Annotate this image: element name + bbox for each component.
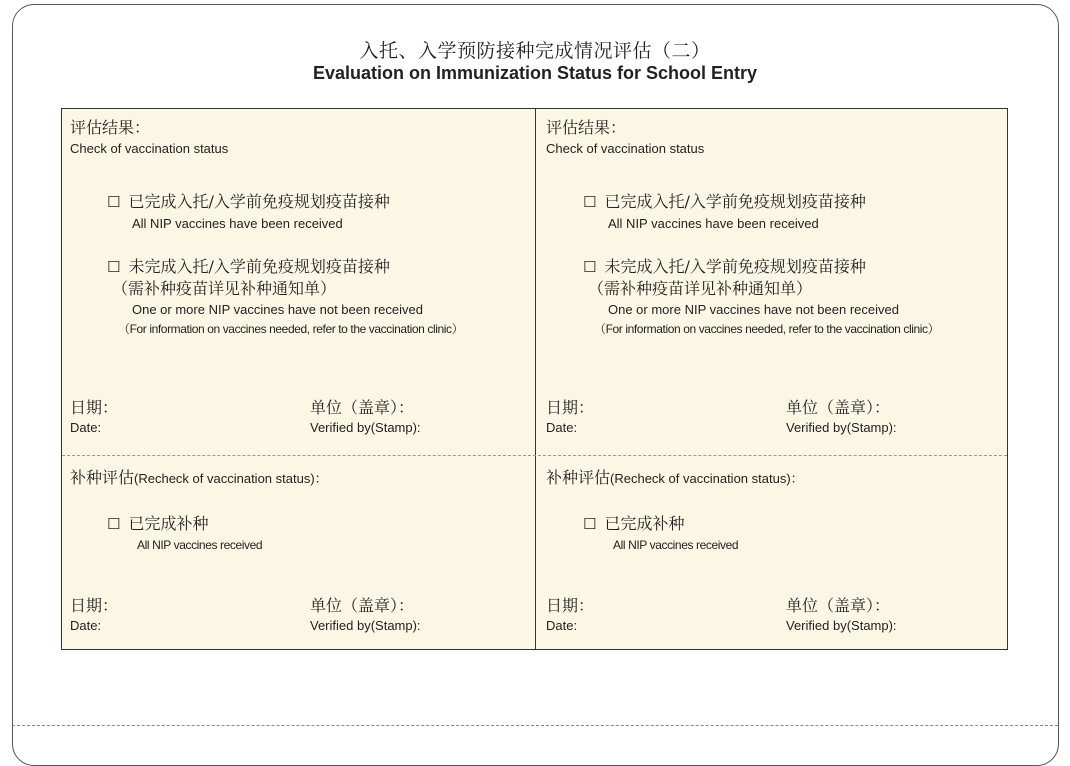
recheck-heading: 补种评估(Recheck of vaccination status)： [70, 468, 328, 487]
stamp2-label-en: Verified by(Stamp): [310, 618, 421, 633]
cut-line [12, 725, 1058, 726]
stamp-label-en: Verified by(Stamp): [786, 420, 897, 435]
option-recheck-completed-en: All NIP vaccines received [137, 538, 263, 552]
option-incomplete-note-en: （For information on vaccines needed, refer to the vaccination clinic） [594, 322, 940, 336]
stamp-label-cn: 单位（盖章）： [786, 398, 891, 417]
option-incomplete[interactable]: ☐ 未完成入托/入学前免疫规划疫苗接种 [107, 257, 390, 276]
checkbox-icon[interactable]: ☐ [583, 515, 597, 533]
checkbox-icon[interactable]: ☐ [107, 193, 121, 211]
result-label-en: Check of vaccination status [546, 141, 705, 156]
date2-label-cn: 日期： [70, 596, 119, 615]
date2-label-en: Date: [70, 618, 102, 633]
option-recheck-completed-en: All NIP vaccines received [613, 538, 739, 552]
option-incomplete-note-en: （For information on vaccines needed, refer to the vaccination clinic） [118, 322, 464, 336]
page-title-en: Evaluation on Immunization Status for School Entry [312, 63, 758, 83]
checkbox-icon[interactable]: ☐ [583, 193, 597, 211]
option-completed-en: All NIP vaccines have been received [132, 216, 343, 231]
stamp2-label-cn: 单位（盖章）： [786, 596, 891, 615]
option-incomplete-en: One or more NIP vaccines have not been received [608, 302, 899, 317]
evaluation-panel-left [62, 109, 535, 649]
option-completed[interactable]: ☐ 已完成入托/入学前免疫规划疫苗接种 [107, 192, 390, 211]
stamp-label-en: Verified by(Stamp): [310, 420, 421, 435]
stamp-label-cn: 单位（盖章）： [310, 398, 415, 417]
recheck-heading: 补种评估(Recheck of vaccination status)： [546, 468, 804, 487]
option-completed[interactable]: ☐ 已完成入托/入学前免疫规划疫苗接种 [583, 192, 866, 211]
option-incomplete-note-cn: （需补种疫苗详见补种通知单） [588, 279, 813, 298]
date2-label-en: Date: [546, 618, 578, 633]
option-recheck-completed[interactable]: ☐ 已完成补种 [107, 514, 209, 533]
page-title-cn: 入托、入学预防接种完成情况评估（二） [359, 40, 711, 62]
option-recheck-completed[interactable]: ☐ 已完成补种 [583, 514, 685, 533]
date-label-en: Date: [70, 420, 102, 435]
stamp2-label-cn: 单位（盖章）： [310, 596, 415, 615]
result-label-cn: 评估结果： [546, 118, 627, 137]
checkbox-icon[interactable]: ☐ [107, 515, 121, 533]
date-label-cn: 日期： [546, 398, 595, 417]
date-label-en: Date: [546, 420, 578, 435]
result-label-en: Check of vaccination status [70, 141, 229, 156]
option-incomplete[interactable]: ☐ 未完成入托/入学前免疫规划疫苗接种 [583, 257, 866, 276]
evaluation-panel-right [538, 109, 1011, 649]
checkbox-icon[interactable]: ☐ [107, 258, 121, 276]
evaluation-form [61, 108, 1008, 650]
stamp2-label-en: Verified by(Stamp): [786, 618, 897, 633]
checkbox-icon[interactable]: ☐ [583, 258, 597, 276]
date-label-cn: 日期： [70, 398, 119, 417]
column-divider [535, 109, 536, 649]
date2-label-cn: 日期： [546, 596, 595, 615]
option-completed-en: All NIP vaccines have been received [608, 216, 819, 231]
option-incomplete-note-cn: （需补种疫苗详见补种通知单） [112, 279, 337, 298]
option-incomplete-en: One or more NIP vaccines have not been received [132, 302, 423, 317]
result-label-cn: 评估结果： [70, 118, 151, 137]
